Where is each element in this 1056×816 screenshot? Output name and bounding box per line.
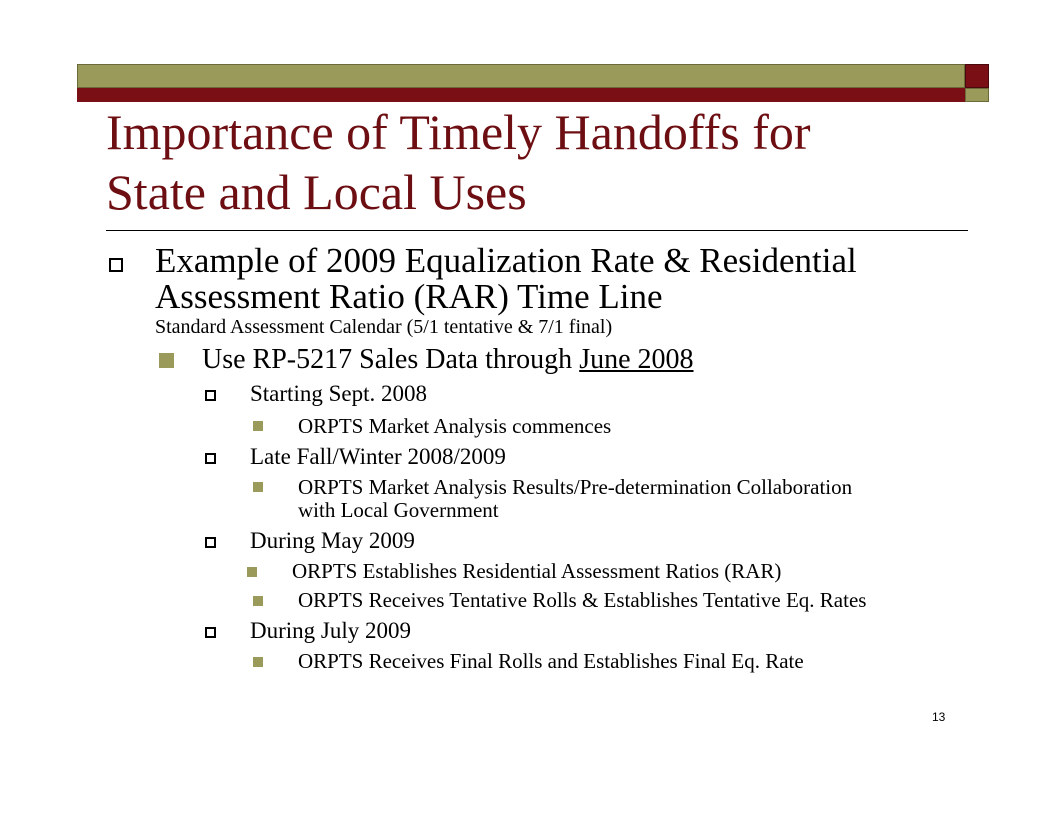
item-sept: Starting Sept. 2008 <box>250 381 427 406</box>
item-sept-sub: ORPTS Market Analysis commences <box>298 414 612 438</box>
header-square-olive <box>965 88 989 102</box>
header-bar-maroon <box>77 88 965 102</box>
filled-square-bullet-icon <box>253 657 263 667</box>
page-number: 13 <box>932 710 946 724</box>
heading-line-1: Example of 2009 Equalization Rate & Residential <box>155 241 857 280</box>
hollow-square-bullet-icon <box>109 258 123 272</box>
sales-data-text: Use RP-5217 Sales Data through <box>202 344 580 375</box>
filled-square-bullet-icon <box>253 421 263 431</box>
hollow-square-bullet-icon <box>205 453 216 464</box>
item-july: During July 2009 <box>250 618 411 643</box>
slide-title <box>106 102 956 222</box>
header-square-maroon <box>965 64 989 88</box>
hollow-square-bullet-icon <box>205 390 216 401</box>
item-late-sub-2: with Local Government <box>298 498 499 522</box>
filled-square-bullet-icon <box>247 567 257 577</box>
title-line-1: Importance of Timely Handoffs for <box>106 104 811 160</box>
item-late-sub-1: ORPTS Market Analysis Results/Pre-determination Collaboration <box>298 475 853 499</box>
heading-subtitle: Standard Assessment Calendar (5/1 tentative & 7/1 final) <box>155 316 613 338</box>
heading-line-2: Assessment Ratio (RAR) Time Line <box>155 277 663 316</box>
filled-square-bullet-icon <box>253 482 263 492</box>
title-divider <box>106 230 968 231</box>
item-may-sub-2: ORPTS Receives Tentative Rolls & Establishes Tentative Eq. Rates <box>298 588 867 612</box>
item-late: Late Fall/Winter 2008/2009 <box>250 444 506 469</box>
title-line-2: State and Local Uses <box>106 164 527 220</box>
hollow-square-bullet-icon <box>205 627 216 638</box>
item-july-sub: ORPTS Receives Final Rolls and Establishes Final Eq. Rate <box>298 649 804 673</box>
filled-square-bullet-icon <box>253 596 263 606</box>
filled-square-bullet-icon <box>159 353 174 368</box>
sales-data-item <box>202 345 694 375</box>
item-may: During May 2009 <box>250 528 415 553</box>
header-bar-olive <box>77 64 965 88</box>
hollow-square-bullet-icon <box>205 537 216 548</box>
sales-data-date: June 2008 <box>579 344 694 375</box>
item-may-sub-1: ORPTS Establishes Residential Assessment Ratios (RAR) <box>292 559 782 583</box>
